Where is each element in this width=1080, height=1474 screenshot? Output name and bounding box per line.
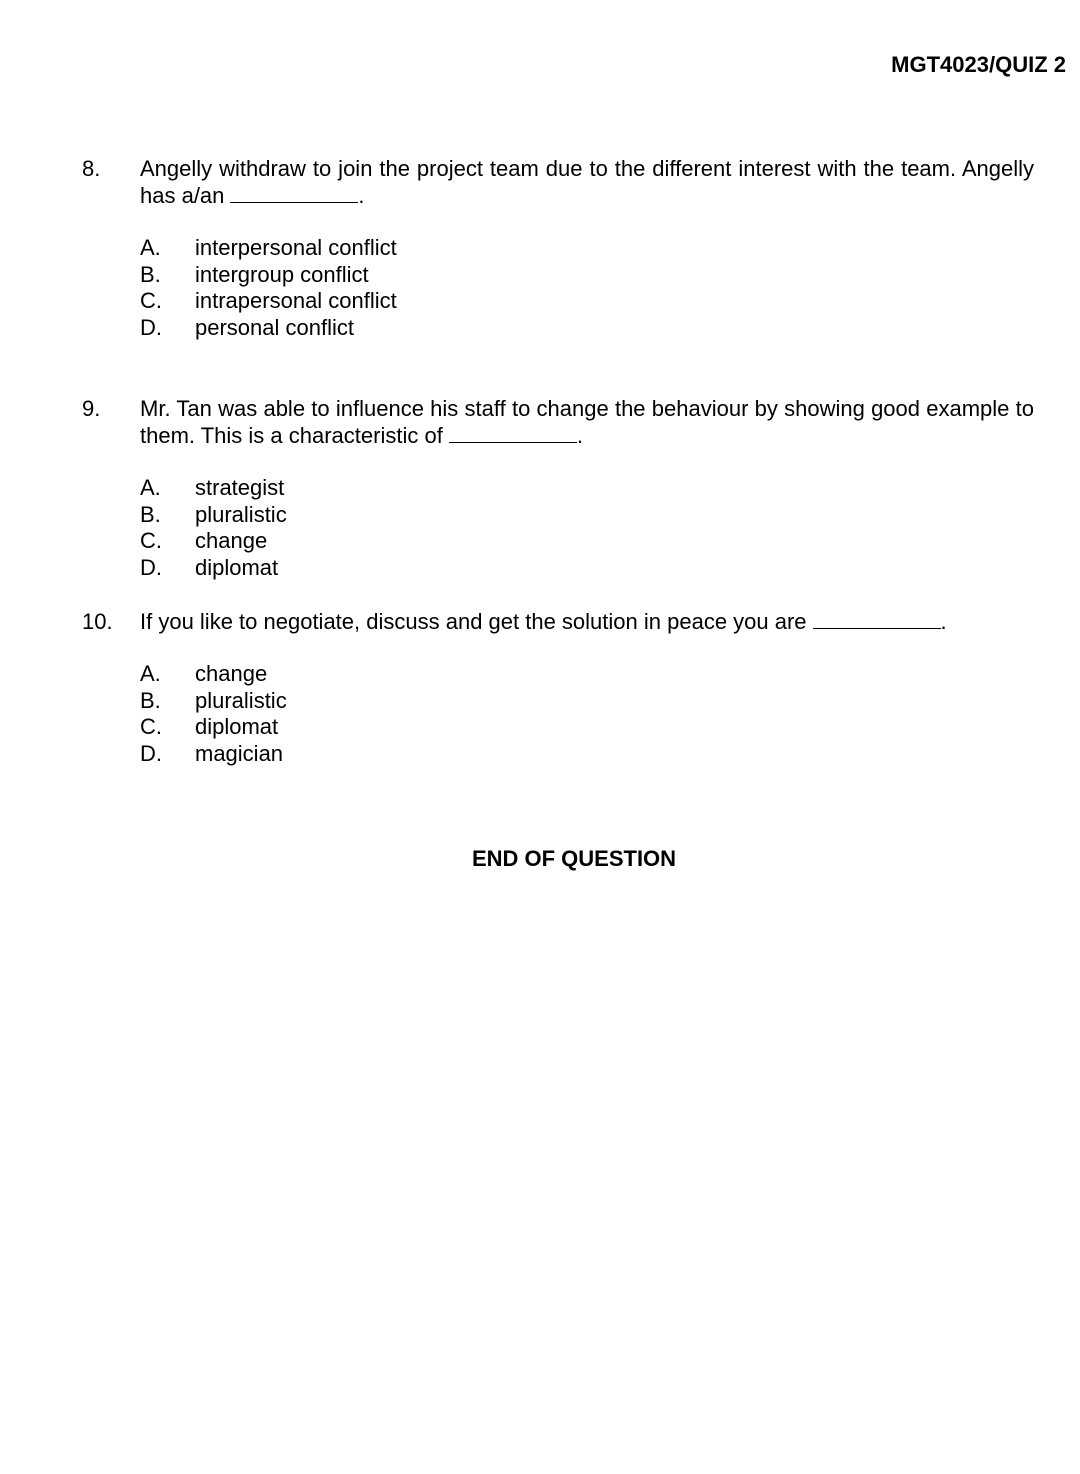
- option-b: [140, 502, 1034, 529]
- question-stem-end: .: [358, 183, 365, 208]
- question-text: [140, 608, 1034, 635]
- option-letter: B.: [140, 501, 161, 527]
- quiz-header-code: MGT4023/QUIZ 2: [891, 52, 1066, 77]
- option-text: interpersonal conflict: [195, 235, 397, 260]
- option-text: intrapersonal conflict: [195, 288, 397, 313]
- question-stem-end: .: [576, 423, 583, 448]
- question-number: 9.: [82, 396, 101, 421]
- option-letter: D.: [140, 554, 162, 580]
- option-text: intergroup conflict: [195, 261, 369, 287]
- options-list: [140, 661, 1034, 767]
- question-8: [82, 155, 1034, 341]
- option-text: diplomat: [195, 554, 279, 580]
- option-c: [140, 528, 1034, 555]
- option-letter: B.: [140, 687, 161, 713]
- question-number: 8.: [82, 156, 101, 181]
- option-letter: C.: [140, 714, 162, 739]
- question-number: 10.: [82, 609, 113, 634]
- answer-blank: [449, 424, 577, 443]
- option-letter: A.: [140, 661, 161, 686]
- question-9: [82, 395, 1034, 581]
- option-text: change: [195, 661, 268, 686]
- option-b: [140, 688, 1034, 715]
- question-stem: Angelly withdraw to join the project team due to the different interest with the team. Angelly has a/an: [140, 156, 1034, 208]
- option-text: diplomat: [195, 714, 279, 739]
- option-c: [140, 288, 1034, 315]
- option-letter: B.: [140, 261, 161, 287]
- option-text: personal conflict: [195, 314, 354, 340]
- option-letter: A.: [140, 235, 161, 260]
- question-text: [140, 155, 1034, 209]
- option-text: strategist: [195, 475, 285, 500]
- option-d: [140, 741, 1034, 768]
- option-c: [140, 714, 1034, 741]
- answer-blank: [813, 610, 941, 629]
- option-letter: A.: [140, 475, 161, 500]
- option-letter: C.: [140, 528, 162, 553]
- answer-blank: [230, 184, 358, 203]
- options-list: [140, 235, 1034, 341]
- question-text: [140, 395, 1034, 449]
- option-a: [140, 235, 1034, 262]
- question-stem-end: .: [940, 609, 947, 634]
- option-letter: C.: [140, 288, 162, 313]
- option-d: [140, 315, 1034, 342]
- option-text: pluralistic: [195, 687, 287, 713]
- option-d: [140, 555, 1034, 582]
- option-letter: D.: [140, 314, 162, 340]
- option-text: magician: [195, 740, 284, 766]
- option-b: [140, 262, 1034, 289]
- question-10: [82, 608, 1034, 767]
- option-letter: D.: [140, 740, 162, 766]
- option-text: pluralistic: [195, 501, 287, 527]
- end-of-question-heading: END OF QUESTION: [471, 846, 677, 871]
- option-text: change: [195, 528, 268, 553]
- option-a: [140, 475, 1034, 502]
- options-list: [140, 475, 1034, 581]
- question-stem: Mr. Tan was able to influence his staff to change the behaviour by showing good example to them. This is a characteristic of: [140, 396, 1034, 448]
- question-stem: If you like to negotiate, discuss and get the solution in peace you are: [140, 609, 807, 634]
- option-a: [140, 661, 1034, 688]
